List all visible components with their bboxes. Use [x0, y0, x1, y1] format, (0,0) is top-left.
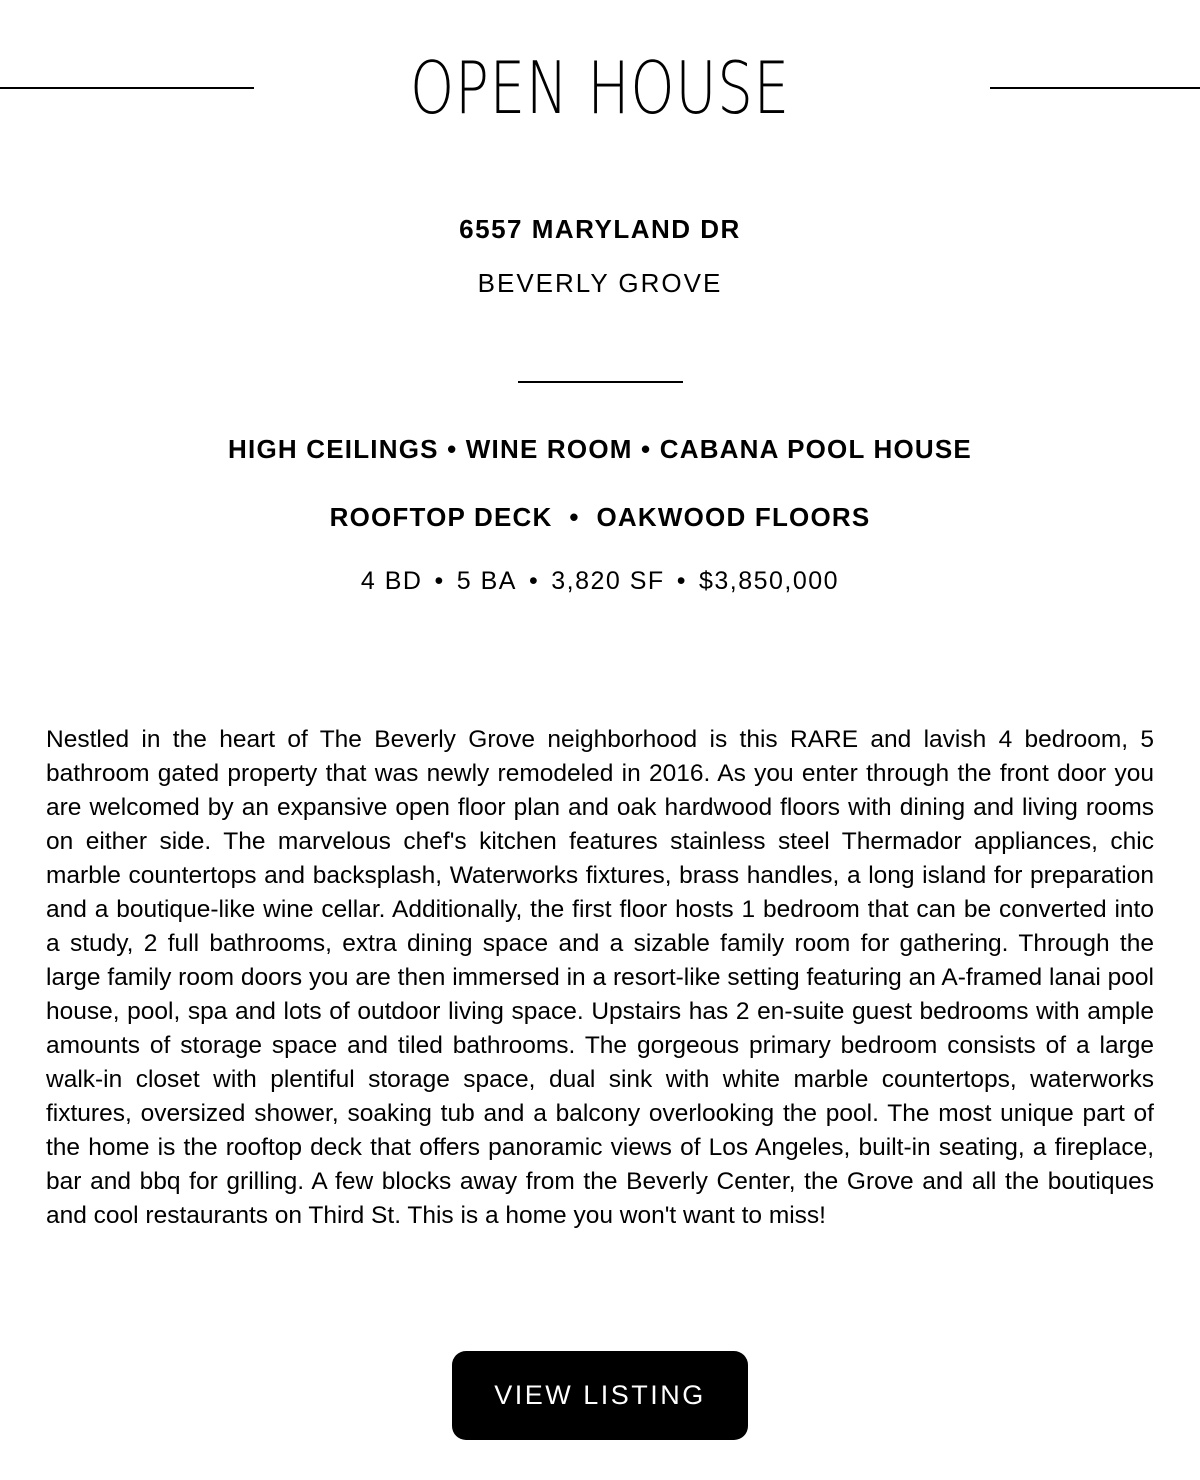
features-line-1: HIGH CEILINGS • WINE ROOM • CABANA POOL HOUSE — [228, 434, 972, 464]
header — [0, 48, 1200, 128]
property-neighborhood: BEVERLY GROVE — [477, 268, 723, 298]
page-title: OPEN HOUSE — [410, 46, 790, 130]
features-line-2: ROOFTOP DECK • OAKWOOD FLOORS — [329, 502, 871, 532]
section-divider — [518, 381, 683, 383]
stat-sqft: 3,820 SF — [551, 567, 665, 595]
stat-separator: • — [434, 567, 445, 595]
header-divider-right — [990, 87, 1200, 89]
property-address: 6557 MARYLAND DR — [459, 214, 741, 244]
stat-price: $3,850,000 — [698, 567, 840, 595]
stat-separator: • — [528, 567, 540, 595]
stat-baths: 5 BA — [456, 567, 517, 595]
stat-beds: 4 BD — [360, 567, 423, 595]
property-stats — [0, 564, 1200, 598]
property-description: Nestled in the heart of The Beverly Grove neighborhood is this RARE and lavish 4 bedroom, 5 bathroom gated property that was newly remodeled in 2016. As you enter through the front door you are welcomed by an expansive open floor plan and oak hardwood floors with dining and living rooms on either side. The marvelous chef's kitchen features stainless steel Thermador appliances, chic marble countertops and backsplash, Waterworks fixtures, brass handles, a long island for preparation and a boutique-like wine cellar. Additionally, the first floor hosts 1 bedroom that can be converted into a study, 2 full bathrooms, extra dining space and a sizable family room for gathering. Through the large family room doors you are then immersed in a resort-like setting featuring an A-framed lanai pool house, pool, spa and lots of outdoor living space. Upstairs has 2 en-suite guest bedrooms with ample amounts of storage space and tiled bathrooms. The gorgeous primary bedroom consists of a large walk-in closet with plentiful storage space, dual sink with white marble countertops, waterworks fixtures, oversized shower, soaking tub and a balcony overlooking the pool. The most unique part of the home is the rooftop deck that offers panoramic views of Los Angeles, built-in seating, a fireplace, bar and bbq for grilling. A few blocks away from the Beverly Center, the Grove and all the boutiques and cool restaurants on Third St. This is a home you won't want to miss! — [46, 725, 1154, 1229]
view-listing-label: VIEW LISTING — [494, 1380, 706, 1410]
view-listing-button[interactable] — [452, 1351, 748, 1440]
stat-separator: • — [676, 567, 687, 595]
